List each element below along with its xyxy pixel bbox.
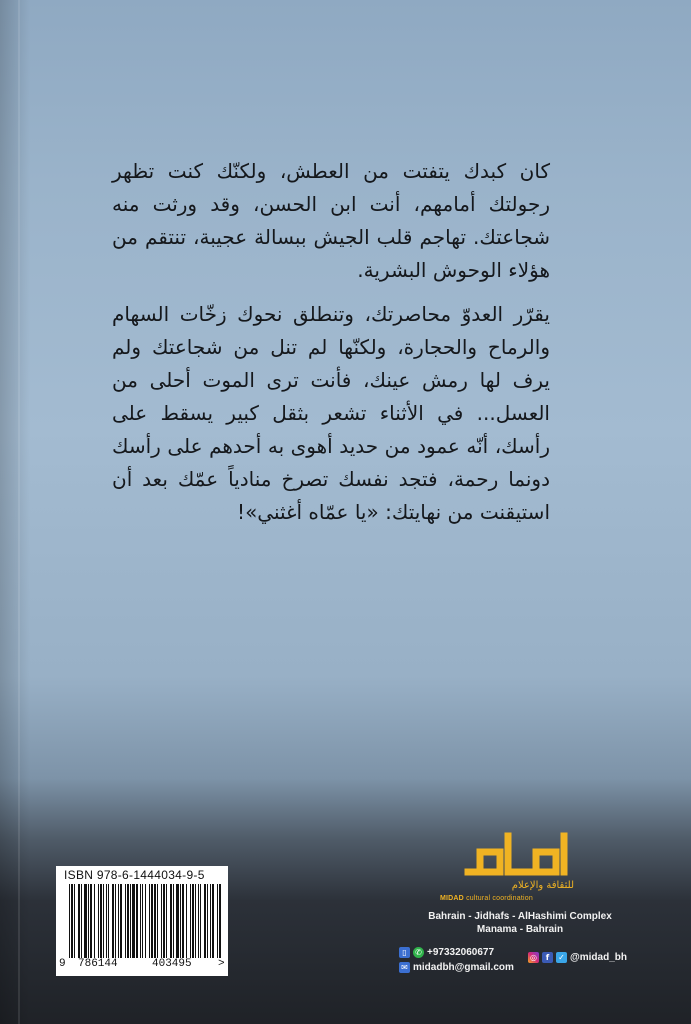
- barcode-bar: [71, 884, 73, 958]
- barcode-digit-first: 9: [59, 958, 66, 970]
- publisher-english-name: [440, 895, 533, 902]
- spine-crease: [18, 0, 20, 1024]
- publisher-english-tagline: cultural coordination: [466, 895, 533, 902]
- barcode-bar: [195, 884, 196, 958]
- barcode-bar: [149, 884, 150, 958]
- whatsapp-icon: ✆: [413, 947, 424, 958]
- facebook-icon: f: [542, 952, 553, 963]
- barcode-bar: [142, 884, 143, 958]
- barcode-bar: [132, 884, 135, 958]
- barcode-bar: [106, 884, 107, 958]
- barcode-bar: [219, 884, 221, 958]
- barcode-bar: [103, 884, 104, 958]
- barcode-bar: [157, 884, 158, 958]
- publisher-name: MIDAD: [440, 895, 464, 902]
- barcode-bar: [180, 884, 181, 958]
- barcode-bar: [127, 884, 129, 958]
- midad-logo: [460, 828, 574, 880]
- barcode-bar: [90, 884, 92, 958]
- barcode-bar: [78, 884, 80, 958]
- isbn-label: ISBN 978-6-1444034-9-5: [64, 868, 205, 882]
- barcode-bar: [190, 884, 191, 958]
- barcode-bar: [200, 884, 201, 958]
- barcode-bar: [118, 884, 119, 958]
- barcode-bar: [145, 884, 146, 958]
- mail-icon: ✉: [399, 962, 410, 973]
- barcode-bar: [182, 884, 184, 958]
- phone-icon: ▯: [399, 947, 410, 958]
- blurb-paragraph-2: يقرّر العدوّ محاصرتك، وتنطلق نحوك زخّات السهام والرماح والحجارة، ولكنّها لم تنل من شجاعتك ولم يرف لها رمش عينك، فأنت ترى الموت أحلى من العسل... في الأثناء تشعر بثقل كبير يسقط على رأسك، أنّه عمود من حديد أهوى به أحدهم على رأسك دونما رحمة، فتجد نفسك تصرخ منادياً عمّك بعد أن استيقنت من نهايتك: «يا عمّاه أغثني»!: [112, 302, 550, 524]
- barcode-bars: [69, 884, 221, 958]
- barcode-bar: [84, 884, 87, 958]
- barcode-bar: [163, 884, 165, 958]
- barcode-bar: [217, 884, 218, 958]
- spine-shadow: [0, 0, 30, 1024]
- barcode-bar: [81, 884, 82, 958]
- barcode-bar: [176, 884, 179, 958]
- instagram-icon: ◎: [528, 952, 539, 963]
- address-line-1: Bahrain - Jidhafs - AlHashimi Complex: [428, 911, 612, 922]
- address-line-2: Manama - Bahrain: [476, 924, 564, 935]
- barcode-bar: [125, 884, 126, 958]
- barcode-bar: [94, 884, 95, 958]
- barcode-bar: [154, 884, 156, 958]
- barcode-bar: [98, 884, 99, 958]
- barcode-bar: [198, 884, 199, 958]
- barcode-bar: [151, 884, 153, 958]
- barcode-digits-right: 403495: [152, 958, 192, 970]
- barcode-bar: [140, 884, 141, 958]
- barcode-bar: [69, 884, 70, 958]
- barcode-bar: [88, 884, 89, 958]
- barcode-bar: [136, 884, 138, 958]
- barcode-digits-left: 786144: [78, 958, 118, 970]
- barcode-bar: [170, 884, 172, 958]
- twitter-icon: ✓: [556, 952, 567, 963]
- email-address: midadbh@gmail.com: [413, 962, 514, 973]
- barcode-bar: [186, 884, 187, 958]
- barcode-bar: [173, 884, 174, 958]
- social-row: [528, 952, 627, 963]
- barcode-bar: [204, 884, 206, 958]
- barcode-bar: [112, 884, 114, 958]
- barcode-bar: [115, 884, 116, 958]
- barcode-bar: [130, 884, 131, 958]
- blurb-text: [112, 155, 550, 540]
- barcode-bar: [166, 884, 167, 958]
- barcode-bar: [100, 884, 102, 958]
- blurb-paragraph-1: كان كبدك يتفتت من العطش، ولكنّك كنت تظهر رجولتك أمامهم، أنت ابن الحسن، وقد ورثت منه شجاعتك. تهاجم قلب الجيش ببسالة عجيبة، تنتقم من هؤلاء الوحوش البشرية.: [112, 159, 550, 282]
- barcode-digit-end: >: [218, 958, 225, 970]
- barcode-bar: [161, 884, 162, 958]
- publisher-address: [420, 910, 620, 936]
- phone-number: +97332060677: [427, 947, 495, 958]
- email-row: [399, 962, 514, 973]
- publisher-arabic-tagline: للثقافة والإعلام: [511, 880, 574, 891]
- barcode-bar: [108, 884, 109, 958]
- barcode-bar: [74, 884, 75, 958]
- isbn-barcode: [56, 866, 228, 976]
- barcode-bar: [192, 884, 194, 958]
- barcode-bar: [212, 884, 214, 958]
- social-handle: @midad_bh: [570, 952, 627, 963]
- barcode-bar: [207, 884, 208, 958]
- barcode-bar: [120, 884, 122, 958]
- barcode-bar: [210, 884, 211, 958]
- phone-row: [399, 947, 494, 958]
